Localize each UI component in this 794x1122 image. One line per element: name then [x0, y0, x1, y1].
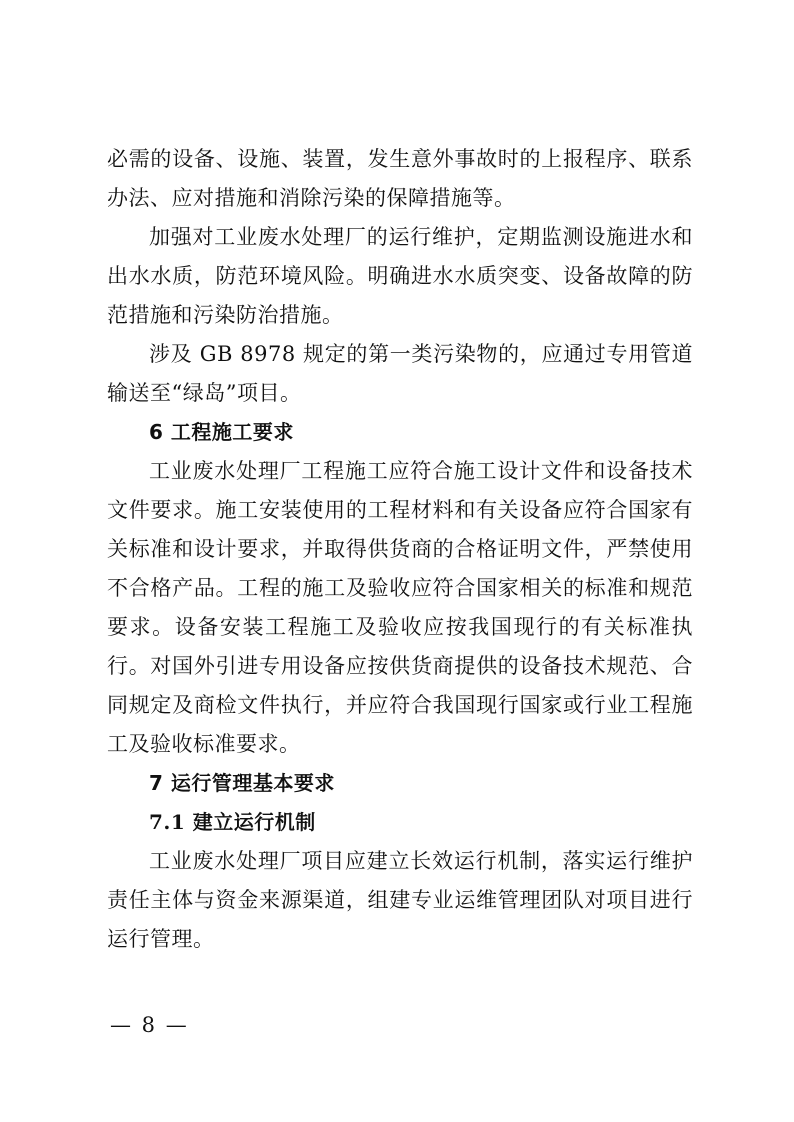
page-number: — 8 — [110, 1013, 189, 1037]
section-heading-7: 7 运行管理基本要求 [149, 771, 335, 795]
document-page [107, 140, 693, 959]
subsection-heading-7-1: 7.1 建立运行机制 [149, 810, 316, 834]
paragraph-pollutant-pipeline: 涉及 GB 8978 规定的第一类污染物的，应通过专用管道输送至“绿岛”项目。 [107, 342, 693, 405]
paragraph-operation-maintenance: 加强对工业废水处理厂的运行维护，定期监测设施进水和出水水质，防范环境风险。明确进水水质突变、设备故障的防范措施和污染防治措施。 [107, 225, 693, 327]
paragraph-construction-requirements: 工业废水处理厂工程施工应符合施工设计文件和设备技术文件要求。施工安装使用的工程材料和有关设备应符合国家有关标准和设计要求，并取得供货商的合格证明文件，严禁使用不合格产品。工程的施工及验收应符合国家相关的标准和规范要求。设备安装工程施工及验收应按我国现行的有关标准执行。对国外引进专用设备应按供货商提供的设备技术规范、合同规定及商检文件执行，并应符合我国现行国家或行业工程施工及验收标准要求。 [107, 459, 693, 756]
paragraph-operation-mechanism: 工业废水处理厂项目应建立长效运行机制，落实运行维护责任主体与资金来源渠道，组建专业运维管理团队对项目进行运行管理。 [107, 849, 693, 951]
paragraph-emergency-measures: 必需的设备、设施、装置，发生意外事故时的上报程序、联系办法、应对措施和消除污染的保障措施等。 [107, 147, 693, 210]
section-heading-6: 6 工程施工要求 [149, 420, 294, 444]
